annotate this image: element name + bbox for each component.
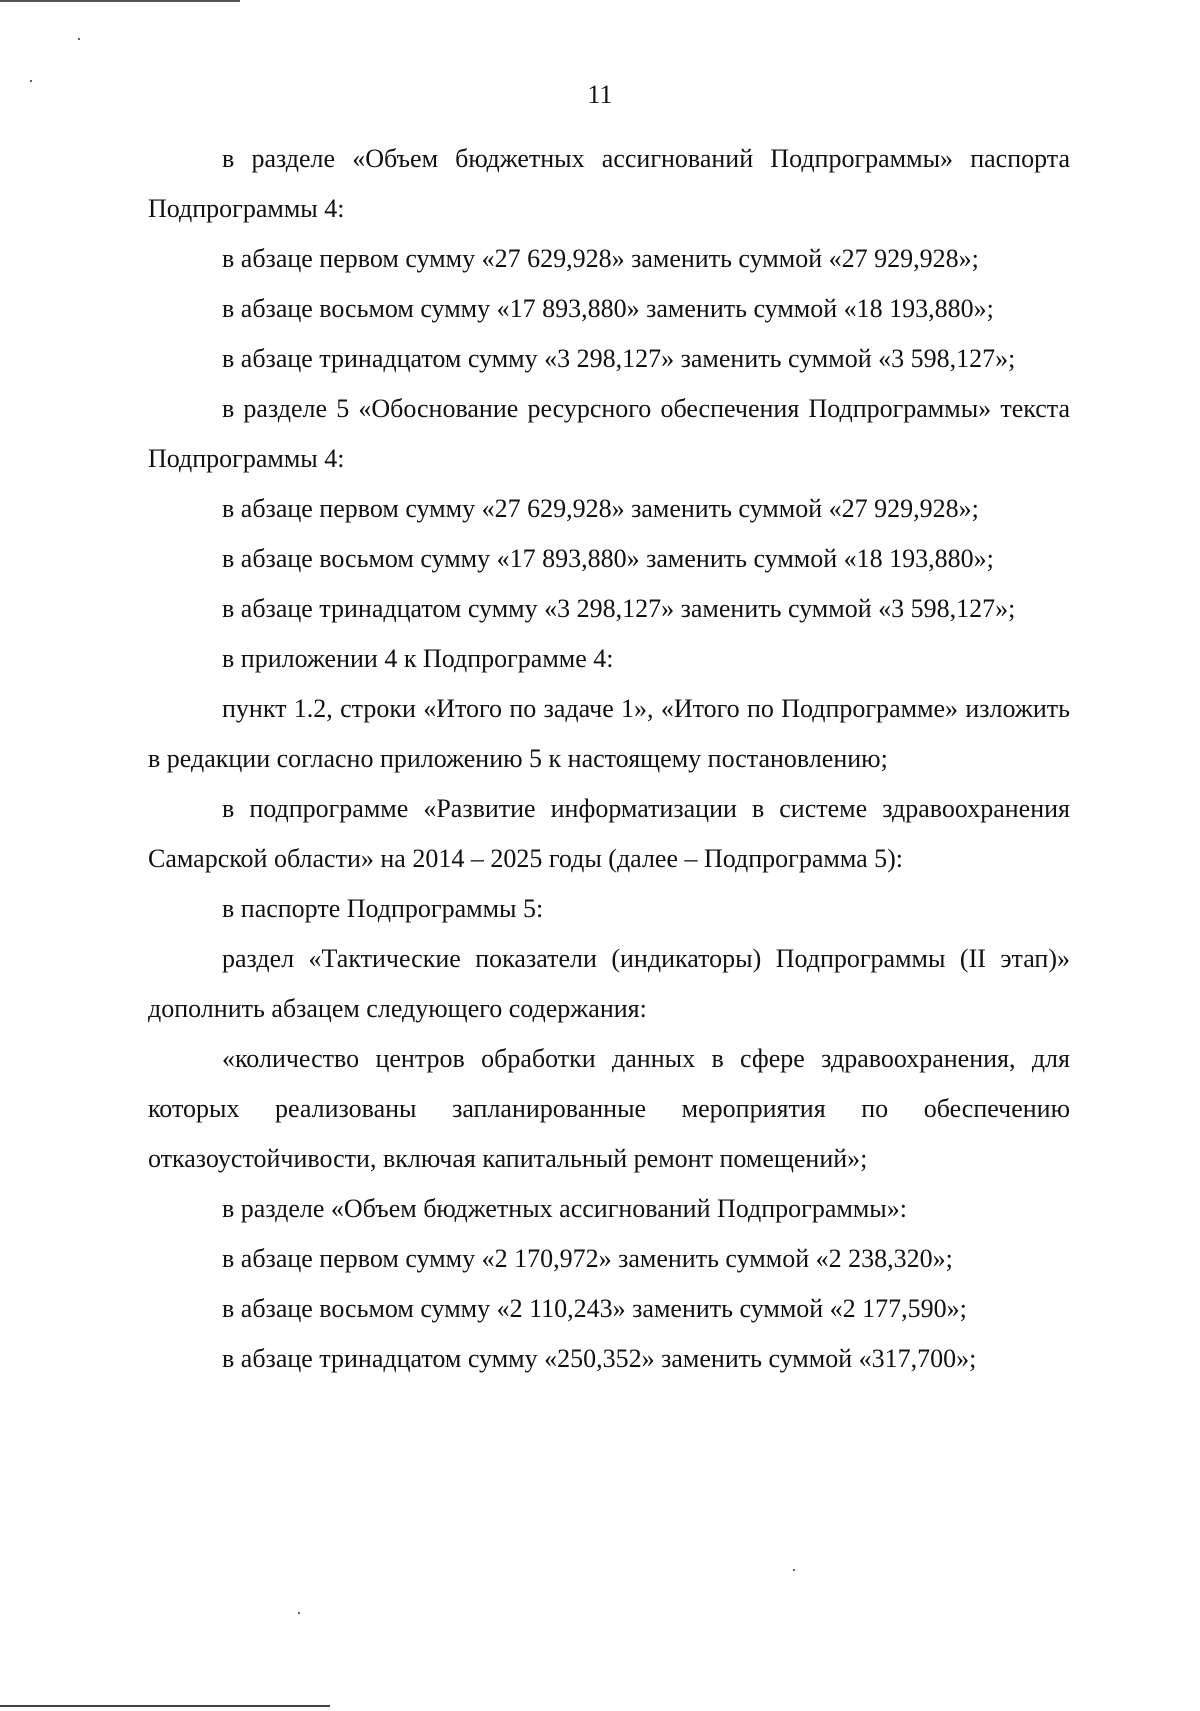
paragraph: в приложении 4 к Подпрограмме 4: <box>222 644 614 673</box>
paragraph: в абзаце восьмом сумму «2 110,243» заменить суммой «2 177,590»; <box>222 1294 967 1323</box>
scan-edge-line <box>0 0 240 2</box>
scan-edge-line <box>0 1705 330 1707</box>
page-number: 11 <box>587 80 613 109</box>
paragraph: в абзаце тринадцатом сумму «3 298,127» заменить суммой «3 598,127»; <box>222 594 1016 623</box>
paragraph: в абзаце первом сумму «27 629,928» заменить суммой «27 929,928»; <box>222 244 979 273</box>
paragraph: в абзаце восьмом сумму «17 893,880» заменить суммой «18 193,880»; <box>222 544 994 573</box>
scan-speck <box>793 1569 795 1571</box>
paragraph: в абзаце тринадцатом сумму «250,352» заменить суммой «317,700»; <box>222 1344 977 1373</box>
paragraph: раздел «Тактические показатели (индикаторы) Подпрограммы (II этап)» дополнить абзацем следующего содержания: <box>148 944 1070 1023</box>
paragraph: пункт 1.2, строки «Итого по задаче 1», «Итого по Подпрограмме» изложить в редакции согласно приложению 5 к настоящему постановлению; <box>148 694 1070 773</box>
paragraph: в абзаце тринадцатом сумму «3 298,127» заменить суммой «3 598,127»; <box>222 344 1016 373</box>
paragraph: в разделе «Объем бюджетных ассигнований Подпрограммы»: <box>222 1194 907 1223</box>
paragraph: в подпрограмме «Развитие информатизации в системе здравоохранения Самарской области» на 2014 – 2025 годы (далее – Подпрограмма 5): <box>148 794 1070 873</box>
paragraph: в абзаце первом сумму «2 170,972» заменить суммой «2 238,320»; <box>222 1244 953 1273</box>
paragraph: в разделе «Объем бюджетных ассигнований Подпрограммы» паспорта Подпрограммы 4: <box>148 144 1070 223</box>
paragraph: в разделе 5 «Обоснование ресурсного обеспечения Подпрограммы» текста Подпрограммы 4: <box>148 394 1070 473</box>
paragraph: в паспорте Подпрограммы 5: <box>222 894 544 923</box>
paragraph: «количество центров обработки данных в сфере здравоохранения, для которых реализованы запланированные мероприятия по обеспечению отказоустойчивости, включая капитальный ремонт помещений»; <box>148 1044 1070 1173</box>
paragraph: в абзаце восьмом сумму «17 893,880» заменить суммой «18 193,880»; <box>222 294 994 323</box>
paragraph: в абзаце первом сумму «27 629,928» заменить суммой «27 929,928»; <box>222 494 979 523</box>
scan-speck <box>298 1612 300 1614</box>
document-body <box>148 134 1070 1384</box>
scan-speck <box>78 38 80 40</box>
